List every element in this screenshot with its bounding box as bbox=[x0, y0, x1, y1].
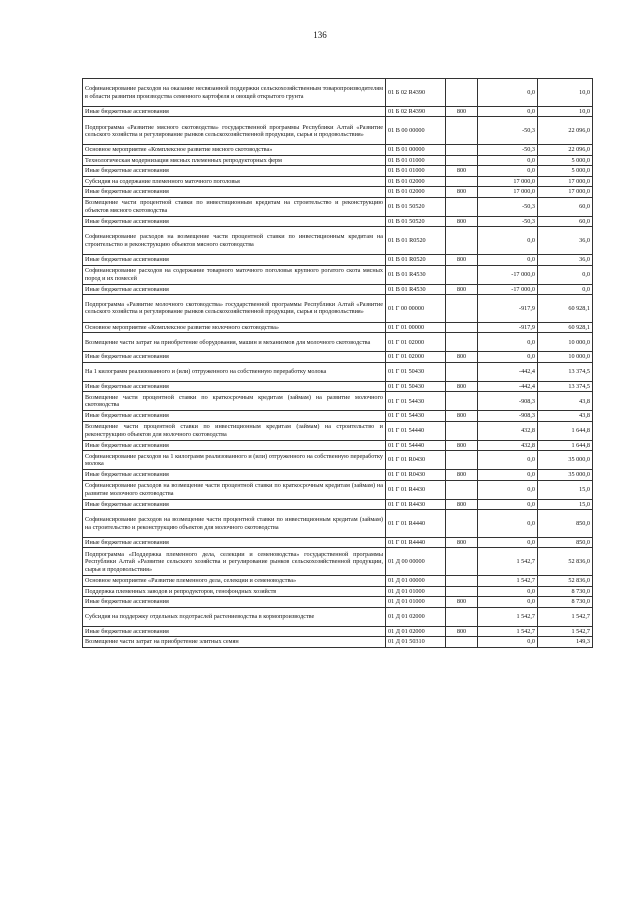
target-code-cell: 01 В 01 00000 bbox=[386, 145, 446, 155]
item-name-cell: Основное мероприятие «Комплексное развитие мясного скотоводства» bbox=[83, 145, 386, 155]
total-amount-cell: 17 000,0 bbox=[538, 187, 593, 197]
item-name-cell: Технологическая модернизация мясных племенных репродукторных ферм bbox=[83, 155, 386, 165]
expense-type-cell: 800 bbox=[446, 187, 478, 197]
total-amount-cell: 850,0 bbox=[538, 538, 593, 548]
total-amount-cell: 36,0 bbox=[538, 227, 593, 255]
item-name-cell: Иные бюджетные ассигнования bbox=[83, 470, 386, 480]
table-row bbox=[83, 176, 593, 186]
budget-table bbox=[82, 78, 593, 648]
total-amount-cell: 52 836,0 bbox=[538, 548, 593, 576]
table-row bbox=[83, 187, 593, 197]
expense-type-cell bbox=[446, 265, 478, 284]
change-amount-cell: 0,0 bbox=[478, 333, 538, 352]
change-amount-cell: -17 000,0 bbox=[478, 284, 538, 294]
expense-type-cell bbox=[446, 510, 478, 538]
item-name-cell: Подпрограмма «Развитие мясного скотоводства» государственной программы Республики Алтай «Развитие сельского хозяйства и регулирование рынков сельскохозяйственной продукции, сырья и продовольствия» bbox=[83, 117, 386, 145]
expense-type-cell: 800 bbox=[446, 381, 478, 391]
change-amount-cell: 0,0 bbox=[478, 510, 538, 538]
total-amount-cell: 60,0 bbox=[538, 197, 593, 216]
target-code-cell: 01 Г 01 50430 bbox=[386, 381, 446, 391]
table-row bbox=[83, 362, 593, 381]
table-row bbox=[83, 352, 593, 362]
table-row bbox=[83, 333, 593, 352]
table-row bbox=[83, 197, 593, 216]
expense-type-cell bbox=[446, 548, 478, 576]
target-code-cell: 01 Д 01 02000 bbox=[386, 626, 446, 636]
expense-type-cell bbox=[446, 421, 478, 440]
item-name-cell: Иные бюджетные ассигнования bbox=[83, 411, 386, 421]
target-code-cell: 01 Д 01 00000 bbox=[386, 576, 446, 586]
table-row bbox=[83, 117, 593, 145]
total-amount-cell: 8 730,0 bbox=[538, 586, 593, 596]
target-code-cell: 01 Б 02 R4390 bbox=[386, 107, 446, 117]
item-name-cell: Подпрограмма «Развитие молочного скотоводства» государственной программы Республики Алтай «Развитие сельского хозяйства и регулирование рынков сельскохозяйственной продукции, сырья и продовольствия» bbox=[83, 294, 386, 322]
table-row bbox=[83, 421, 593, 440]
total-amount-cell: 43,8 bbox=[538, 392, 593, 411]
expense-type-cell: 800 bbox=[446, 411, 478, 421]
table-row bbox=[83, 265, 593, 284]
table-row bbox=[83, 166, 593, 176]
item-name-cell: Основное мероприятие «Комплексное развитие молочного скотоводства» bbox=[83, 322, 386, 332]
total-amount-cell: 15,0 bbox=[538, 480, 593, 499]
item-name-cell: Основное мероприятие «Развитие племенного дела, селекции и семеноводства» bbox=[83, 576, 386, 586]
expense-type-cell bbox=[446, 480, 478, 499]
item-name-cell: Иные бюджетные ассигнования bbox=[83, 440, 386, 450]
total-amount-cell: 1 644,8 bbox=[538, 440, 593, 450]
change-amount-cell: 0,0 bbox=[478, 637, 538, 647]
change-amount-cell: -908,3 bbox=[478, 411, 538, 421]
change-amount-cell: -50,3 bbox=[478, 117, 538, 145]
table-row bbox=[83, 440, 593, 450]
item-name-cell: Иные бюджетные ассигнования bbox=[83, 284, 386, 294]
item-name-cell: Иные бюджетные ассигнования bbox=[83, 187, 386, 197]
expense-type-cell: 800 bbox=[446, 107, 478, 117]
item-name-cell: Иные бюджетные ассигнования bbox=[83, 255, 386, 265]
item-name-cell: Иные бюджетные ассигнования bbox=[83, 626, 386, 636]
change-amount-cell: 0,0 bbox=[478, 586, 538, 596]
target-code-cell: 01 Д 00 00000 bbox=[386, 548, 446, 576]
expense-type-cell: 800 bbox=[446, 597, 478, 607]
total-amount-cell: 10 000,0 bbox=[538, 333, 593, 352]
total-amount-cell: 1 542,7 bbox=[538, 626, 593, 636]
target-code-cell: 01 Г 01 R4440 bbox=[386, 510, 446, 538]
target-code-cell: 01 Д 01 50310 bbox=[386, 637, 446, 647]
total-amount-cell: 36,0 bbox=[538, 255, 593, 265]
item-name-cell: Иные бюджетные ассигнования bbox=[83, 597, 386, 607]
change-amount-cell: 1 542,7 bbox=[478, 548, 538, 576]
table-row bbox=[83, 284, 593, 294]
change-amount-cell: 17 000,0 bbox=[478, 176, 538, 186]
expense-type-cell bbox=[446, 155, 478, 165]
total-amount-cell: 0,0 bbox=[538, 284, 593, 294]
expense-type-cell: 800 bbox=[446, 216, 478, 226]
change-amount-cell: -917,9 bbox=[478, 294, 538, 322]
item-name-cell: Возмещение части процентной ставки по инвестиционным кредитам на строительство и реконструкцию объектов мясного скотоводства bbox=[83, 197, 386, 216]
total-amount-cell: 10,0 bbox=[538, 107, 593, 117]
table-row bbox=[83, 626, 593, 636]
page-number: 136 bbox=[313, 30, 327, 40]
table-row bbox=[83, 381, 593, 391]
budget-table-body bbox=[83, 79, 593, 648]
change-amount-cell: 432,8 bbox=[478, 421, 538, 440]
target-code-cell: 01 В 01 R0520 bbox=[386, 227, 446, 255]
target-code-cell: 01 Г 01 54440 bbox=[386, 440, 446, 450]
expense-type-cell bbox=[446, 117, 478, 145]
target-code-cell: 01 В 01 R0520 bbox=[386, 255, 446, 265]
table-row bbox=[83, 637, 593, 647]
table-row bbox=[83, 499, 593, 509]
target-code-cell: 01 Г 01 00000 bbox=[386, 322, 446, 332]
expense-type-cell: 800 bbox=[446, 538, 478, 548]
change-amount-cell: 0,0 bbox=[478, 255, 538, 265]
change-amount-cell: 0,0 bbox=[478, 107, 538, 117]
table-row bbox=[83, 586, 593, 596]
item-name-cell: Софинансирование расходов на оказание несвязанной поддержки сельскохозяйственным товаропроизводителям в области развития производства семенного картофеля и овощей открытого грунта bbox=[83, 79, 386, 107]
change-amount-cell: 0,0 bbox=[478, 79, 538, 107]
change-amount-cell: 432,8 bbox=[478, 440, 538, 450]
total-amount-cell: 35 000,0 bbox=[538, 451, 593, 470]
table-row bbox=[83, 607, 593, 626]
change-amount-cell: 0,0 bbox=[478, 499, 538, 509]
item-name-cell: Иные бюджетные ассигнования bbox=[83, 381, 386, 391]
table-row bbox=[83, 255, 593, 265]
total-amount-cell: 1 644,8 bbox=[538, 421, 593, 440]
total-amount-cell: 60,0 bbox=[538, 216, 593, 226]
table-row bbox=[83, 576, 593, 586]
item-name-cell: Софинансирование расходов на возмещение части процентной ставки по инвестиционным кредитам (займам) на строительство и реконструкцию объектов для молочного скотоводства bbox=[83, 510, 386, 538]
item-name-cell: Иные бюджетные ассигнования bbox=[83, 499, 386, 509]
item-name-cell: Субсидия на поддержку отдельных подотраслей растениеводства в кормопроизводстве bbox=[83, 607, 386, 626]
target-code-cell: 01 Г 01 R4430 bbox=[386, 499, 446, 509]
table-row bbox=[83, 411, 593, 421]
table-row bbox=[83, 392, 593, 411]
target-code-cell: 01 Г 01 R0430 bbox=[386, 451, 446, 470]
table-row bbox=[83, 155, 593, 165]
table-row bbox=[83, 145, 593, 155]
expense-type-cell bbox=[446, 586, 478, 596]
expense-type-cell: 800 bbox=[446, 626, 478, 636]
expense-type-cell bbox=[446, 362, 478, 381]
total-amount-cell: 15,0 bbox=[538, 499, 593, 509]
table-row bbox=[83, 107, 593, 117]
table-row bbox=[83, 538, 593, 548]
target-code-cell: 01 Г 01 50430 bbox=[386, 362, 446, 381]
change-amount-cell: -442,4 bbox=[478, 381, 538, 391]
total-amount-cell: 5 000,0 bbox=[538, 155, 593, 165]
item-name-cell: Софинансирование расходов на возмещение части процентной ставки по краткосрочным кредитам (займам) на развитие молочного скотоводства bbox=[83, 480, 386, 499]
expense-type-cell bbox=[446, 294, 478, 322]
target-code-cell: 01 В 01 02000 bbox=[386, 176, 446, 186]
target-code-cell: 01 В 01 02000 bbox=[386, 187, 446, 197]
total-amount-cell: 43,8 bbox=[538, 411, 593, 421]
item-name-cell: Иные бюджетные ассигнования bbox=[83, 538, 386, 548]
change-amount-cell: 0,0 bbox=[478, 352, 538, 362]
target-code-cell: 01 Г 01 R4430 bbox=[386, 480, 446, 499]
total-amount-cell: 850,0 bbox=[538, 510, 593, 538]
table-row bbox=[83, 480, 593, 499]
total-amount-cell: 35 000,0 bbox=[538, 470, 593, 480]
total-amount-cell: 13 374,5 bbox=[538, 362, 593, 381]
change-amount-cell: 0,0 bbox=[478, 166, 538, 176]
target-code-cell: 01 В 01 01000 bbox=[386, 155, 446, 165]
total-amount-cell: 0,0 bbox=[538, 265, 593, 284]
table-row bbox=[83, 510, 593, 538]
target-code-cell: 01 Г 01 02000 bbox=[386, 352, 446, 362]
table-row bbox=[83, 470, 593, 480]
table-row bbox=[83, 548, 593, 576]
target-code-cell: 01 Г 01 54430 bbox=[386, 411, 446, 421]
item-name-cell: Иные бюджетные ассигнования bbox=[83, 107, 386, 117]
target-code-cell: 01 В 00 00000 bbox=[386, 117, 446, 145]
total-amount-cell: 8 730,0 bbox=[538, 597, 593, 607]
item-name-cell: Иные бюджетные ассигнования bbox=[83, 166, 386, 176]
change-amount-cell: -442,4 bbox=[478, 362, 538, 381]
item-name-cell: Субсидия на содержание племенного маточного поголовья bbox=[83, 176, 386, 186]
expense-type-cell bbox=[446, 607, 478, 626]
expense-type-cell bbox=[446, 576, 478, 586]
target-code-cell: 01 Д 01 02000 bbox=[386, 607, 446, 626]
table-row bbox=[83, 322, 593, 332]
expense-type-cell: 800 bbox=[446, 166, 478, 176]
expense-type-cell: 800 bbox=[446, 440, 478, 450]
table-row bbox=[83, 451, 593, 470]
total-amount-cell: 22 096,0 bbox=[538, 117, 593, 145]
expense-type-cell bbox=[446, 79, 478, 107]
table-row bbox=[83, 216, 593, 226]
change-amount-cell: 0,0 bbox=[478, 451, 538, 470]
item-name-cell: Возмещение части затрат на приобретение элитных семян bbox=[83, 637, 386, 647]
target-code-cell: 01 Г 01 54440 bbox=[386, 421, 446, 440]
expense-type-cell: 800 bbox=[446, 470, 478, 480]
change-amount-cell: -17 000,0 bbox=[478, 265, 538, 284]
change-amount-cell: -908,3 bbox=[478, 392, 538, 411]
target-code-cell: 01 Б 02 R4390 bbox=[386, 79, 446, 107]
change-amount-cell: 0,0 bbox=[478, 470, 538, 480]
expense-type-cell: 800 bbox=[446, 255, 478, 265]
total-amount-cell: 60 928,1 bbox=[538, 322, 593, 332]
change-amount-cell: 1 542,7 bbox=[478, 626, 538, 636]
total-amount-cell: 13 374,5 bbox=[538, 381, 593, 391]
expense-type-cell bbox=[446, 176, 478, 186]
item-name-cell: Возмещение части затрат на приобретение оборудования, машин и механизмов для молочного скотоводства bbox=[83, 333, 386, 352]
expense-type-cell bbox=[446, 145, 478, 155]
change-amount-cell: -50,3 bbox=[478, 145, 538, 155]
expense-type-cell bbox=[446, 451, 478, 470]
expense-type-cell: 800 bbox=[446, 499, 478, 509]
target-code-cell: 01 Д 01 01000 bbox=[386, 586, 446, 596]
change-amount-cell: 0,0 bbox=[478, 480, 538, 499]
target-code-cell: 01 Д 01 01000 bbox=[386, 597, 446, 607]
item-name-cell: Возмещение части процентной ставки по инвестиционным кредитам (займам) на строительство и реконструкцию объектов для молочного скотоводства bbox=[83, 421, 386, 440]
total-amount-cell: 60 928,1 bbox=[538, 294, 593, 322]
total-amount-cell: 52 836,0 bbox=[538, 576, 593, 586]
table-row bbox=[83, 294, 593, 322]
item-name-cell: Возмещение части процентной ставки по краткосрочным кредитам (займам) на развитие молочного скотоводства bbox=[83, 392, 386, 411]
expense-type-cell bbox=[446, 392, 478, 411]
target-code-cell: 01 В 01 R4530 bbox=[386, 284, 446, 294]
item-name-cell: Софинансирование расходов на 1 килограмм реализованного и (или) отгруженного на собственную переработку молока bbox=[83, 451, 386, 470]
target-code-cell: 01 Г 00 00000 bbox=[386, 294, 446, 322]
expense-type-cell bbox=[446, 227, 478, 255]
table-row bbox=[83, 79, 593, 107]
item-name-cell: Софинансирование расходов на возмещение части процентной ставки по инвестиционным кредитам на строительство и реконструкцию объектов мясного скотоводства bbox=[83, 227, 386, 255]
change-amount-cell: 0,0 bbox=[478, 155, 538, 165]
item-name-cell: На 1 килограмм реализованного и (или) отгруженного на собственную переработку молока bbox=[83, 362, 386, 381]
target-code-cell: 01 Г 01 54430 bbox=[386, 392, 446, 411]
item-name-cell: Софинансирование расходов на содержание товарного маточного поголовья крупного рогатого скота мясных пород и их помесей bbox=[83, 265, 386, 284]
table-row bbox=[83, 227, 593, 255]
expense-type-cell bbox=[446, 637, 478, 647]
change-amount-cell: 17 000,0 bbox=[478, 187, 538, 197]
target-code-cell: 01 В 01 R4530 bbox=[386, 265, 446, 284]
change-amount-cell: -917,9 bbox=[478, 322, 538, 332]
change-amount-cell: 0,0 bbox=[478, 538, 538, 548]
total-amount-cell: 1 542,7 bbox=[538, 607, 593, 626]
table-row bbox=[83, 597, 593, 607]
change-amount-cell: -50,3 bbox=[478, 197, 538, 216]
item-name-cell: Подпрограмма «Поддержка племенного дела, селекции и семеноводства» государственной программы Республики Алтай «Развитие сельского хозяйства и регулирование рынков сельскохозяйственной продукции, сырья и продовольствия» bbox=[83, 548, 386, 576]
change-amount-cell: 0,0 bbox=[478, 227, 538, 255]
expense-type-cell: 800 bbox=[446, 284, 478, 294]
target-code-cell: 01 Г 01 02000 bbox=[386, 333, 446, 352]
change-amount-cell: 1 542,7 bbox=[478, 576, 538, 586]
total-amount-cell: 22 096,0 bbox=[538, 145, 593, 155]
target-code-cell: 01 Г 01 R0430 bbox=[386, 470, 446, 480]
item-name-cell: Иные бюджетные ассигнования bbox=[83, 216, 386, 226]
total-amount-cell: 10 000,0 bbox=[538, 352, 593, 362]
item-name-cell: Иные бюджетные ассигнования bbox=[83, 352, 386, 362]
target-code-cell: 01 В 01 50520 bbox=[386, 197, 446, 216]
target-code-cell: 01 В 01 01000 bbox=[386, 166, 446, 176]
change-amount-cell: 0,0 bbox=[478, 597, 538, 607]
total-amount-cell: 5 000,0 bbox=[538, 166, 593, 176]
total-amount-cell: 17 000,0 bbox=[538, 176, 593, 186]
expense-type-cell bbox=[446, 333, 478, 352]
total-amount-cell: 10,0 bbox=[538, 79, 593, 107]
change-amount-cell: 1 542,7 bbox=[478, 607, 538, 626]
target-code-cell: 01 В 01 50520 bbox=[386, 216, 446, 226]
total-amount-cell: 149,3 bbox=[538, 637, 593, 647]
target-code-cell: 01 Г 01 R4440 bbox=[386, 538, 446, 548]
expense-type-cell bbox=[446, 322, 478, 332]
item-name-cell: Поддержка племенных заводов и репродукторов, генофондных хозяйств bbox=[83, 586, 386, 596]
expense-type-cell: 800 bbox=[446, 352, 478, 362]
expense-type-cell bbox=[446, 197, 478, 216]
change-amount-cell: -50,3 bbox=[478, 216, 538, 226]
